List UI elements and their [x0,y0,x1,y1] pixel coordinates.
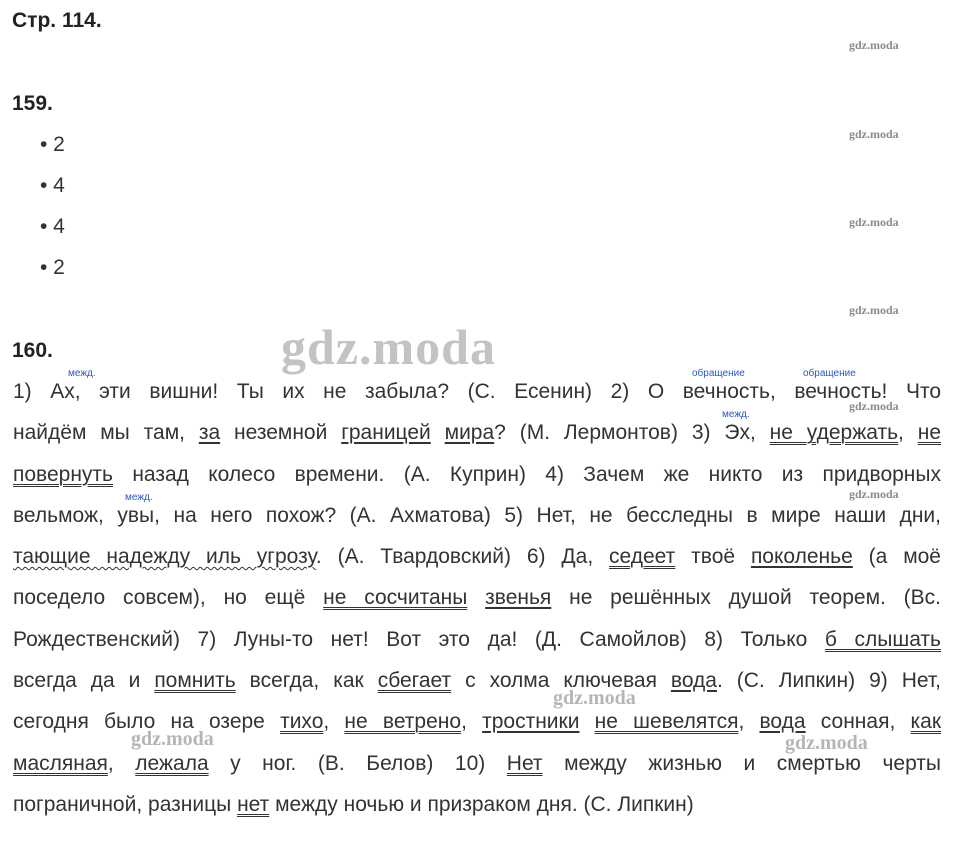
text-line [13,619,941,660]
watermark-small: gdz.moda [849,303,899,317]
participial-phrase-underlined: тающие надежду иль угрозу [13,545,316,569]
watermark-mid: gdz.moda [785,732,868,754]
annotation-address: обращение [692,368,745,379]
text-segment: ! Что [881,380,941,403]
text-line [13,371,941,412]
watermark-big: gdz.moda [281,319,496,375]
text-line [13,412,941,453]
predicate-underlined: лежала [135,751,209,775]
text-segment: , эти вишни! Ты их не забыла? (С. Есенин) 2) [74,380,648,403]
text-segment: пограничной, разницы [13,792,238,816]
predicate-underlined: б слышать [824,627,941,651]
text-line [13,784,941,825]
text-segment: вельмож, [13,503,118,527]
exercise-159-item: • 2 [40,133,65,156]
text-segment: , [749,421,770,445]
exercise-159-item: • 4 [40,174,65,197]
subject-underlined: вода [670,669,717,693]
text-segment: , на него похож? (А. Ахматова) 5) Нет, не бесследны в мире наши дни, [154,503,941,527]
text-segment [467,586,485,609]
text-segment: всегда да и [13,669,155,693]
watermark-small: gdz.moda [849,127,899,141]
text-segment: сонная, [805,710,911,734]
predicate-underlined: сбегает [377,669,452,693]
predicate-underlined: тихо [280,710,324,734]
text-segment: всегда, как [235,669,378,693]
text-segment [431,421,445,444]
text-segment: . (С. Липкин) 9) Нет, [716,669,941,693]
annotated-word: Эх [724,421,750,445]
annotation-interjection: межд. [722,409,750,420]
predicate-underlined: седеет [609,545,676,569]
predicate-underlined: нет [237,792,270,816]
exercise-159-number: 159. [12,92,53,115]
text-line [13,743,941,784]
text-segment: Рождественский) 7) Луны-то нет! Вот это да! (Д. Самойлов) 8) Только [13,627,825,651]
text-segment: найдём мы там, [13,421,199,445]
text-segment: (а моё [852,545,941,569]
text-segment: сегодня было на озере [13,710,281,734]
text-segment: у ног. (В. Белов) 10) [208,751,507,775]
annotated-word: увы [117,503,155,527]
text-segment: , [769,380,795,403]
text-segment: между жизнью и смертью черты [542,751,941,775]
exercise-159-item: • 4 [40,215,65,238]
watermark-small: gdz.moda [849,399,899,413]
subject-underlined: тростники [482,710,580,734]
text-segment: , [738,710,760,734]
subject-underlined: за [198,421,221,445]
predicate-underlined: масляная [13,751,108,775]
annotated-word: Ах [50,380,75,403]
subject-underlined: мира [444,421,495,445]
text-segment: не решённых душой теорем. (Вс. [551,586,941,610]
annotation-interjection: межд. [68,368,96,379]
watermark-small: gdz.moda [849,38,899,52]
text-line [13,495,941,536]
exercise-159-item: • 2 [40,256,65,279]
text-line [13,454,941,495]
predicate-underlined: Нет [506,751,543,775]
text-segment: между ночью и призраком дня. (С. Липкин) [269,792,694,816]
predicate-underlined: не ветрено [344,710,462,734]
text-segment [579,710,594,733]
exercise-160-number: 160. [12,339,53,362]
exercise-160-text [13,371,941,825]
annotation-interjection: межд. [125,492,153,503]
text-segment: поседело совсем), но ещё [13,586,324,610]
text-segment: . (А. Твардовский) 6) Да, [315,545,610,569]
text-line [13,536,941,577]
text-segment: 1) [13,380,51,403]
annotated-word: вечность [794,380,882,403]
subject-underlined: границей [341,421,431,445]
subject-underlined: вода [759,710,806,734]
text-segment: твоё [675,545,751,569]
watermark-small: gdz.moda [849,487,899,501]
text-segment: , [107,751,136,775]
text-segment: с холма ключевая [451,669,671,693]
predicate-underlined: не шевелятся [594,710,739,734]
watermark-mid: gdz.moda [553,687,636,709]
text-segment: , [898,421,918,445]
text-segment: , [461,710,483,734]
text-line [13,660,941,701]
text-segment: , [323,710,345,734]
predicate-underlined: не [917,421,941,445]
watermark-small: gdz.moda [849,215,899,229]
predicate-underlined: помнить [154,669,236,693]
predicate-underlined: как [910,710,941,734]
subject-underlined: звенья [485,586,552,610]
predicate-underlined: не сосчитаны [323,586,468,610]
text-segment: назад колесо времени. (А. Куприн) 4) Зачем же никто из придворных [113,462,941,486]
text-segment: неземной [220,421,342,445]
text-line [13,701,941,742]
annotated-word: О вечность [647,380,770,403]
predicate-underlined: не удержать [769,421,899,445]
text-line [13,577,941,618]
subject-underlined: поколенье [750,545,853,569]
predicate-underlined: повернуть [13,462,113,486]
text-segment: ? (М. Лермонтов) 3) [494,421,725,445]
annotation-address: обращение [803,368,856,379]
page-header: Стр. 114. [12,9,102,32]
watermark-mid: gdz.moda [131,728,214,750]
